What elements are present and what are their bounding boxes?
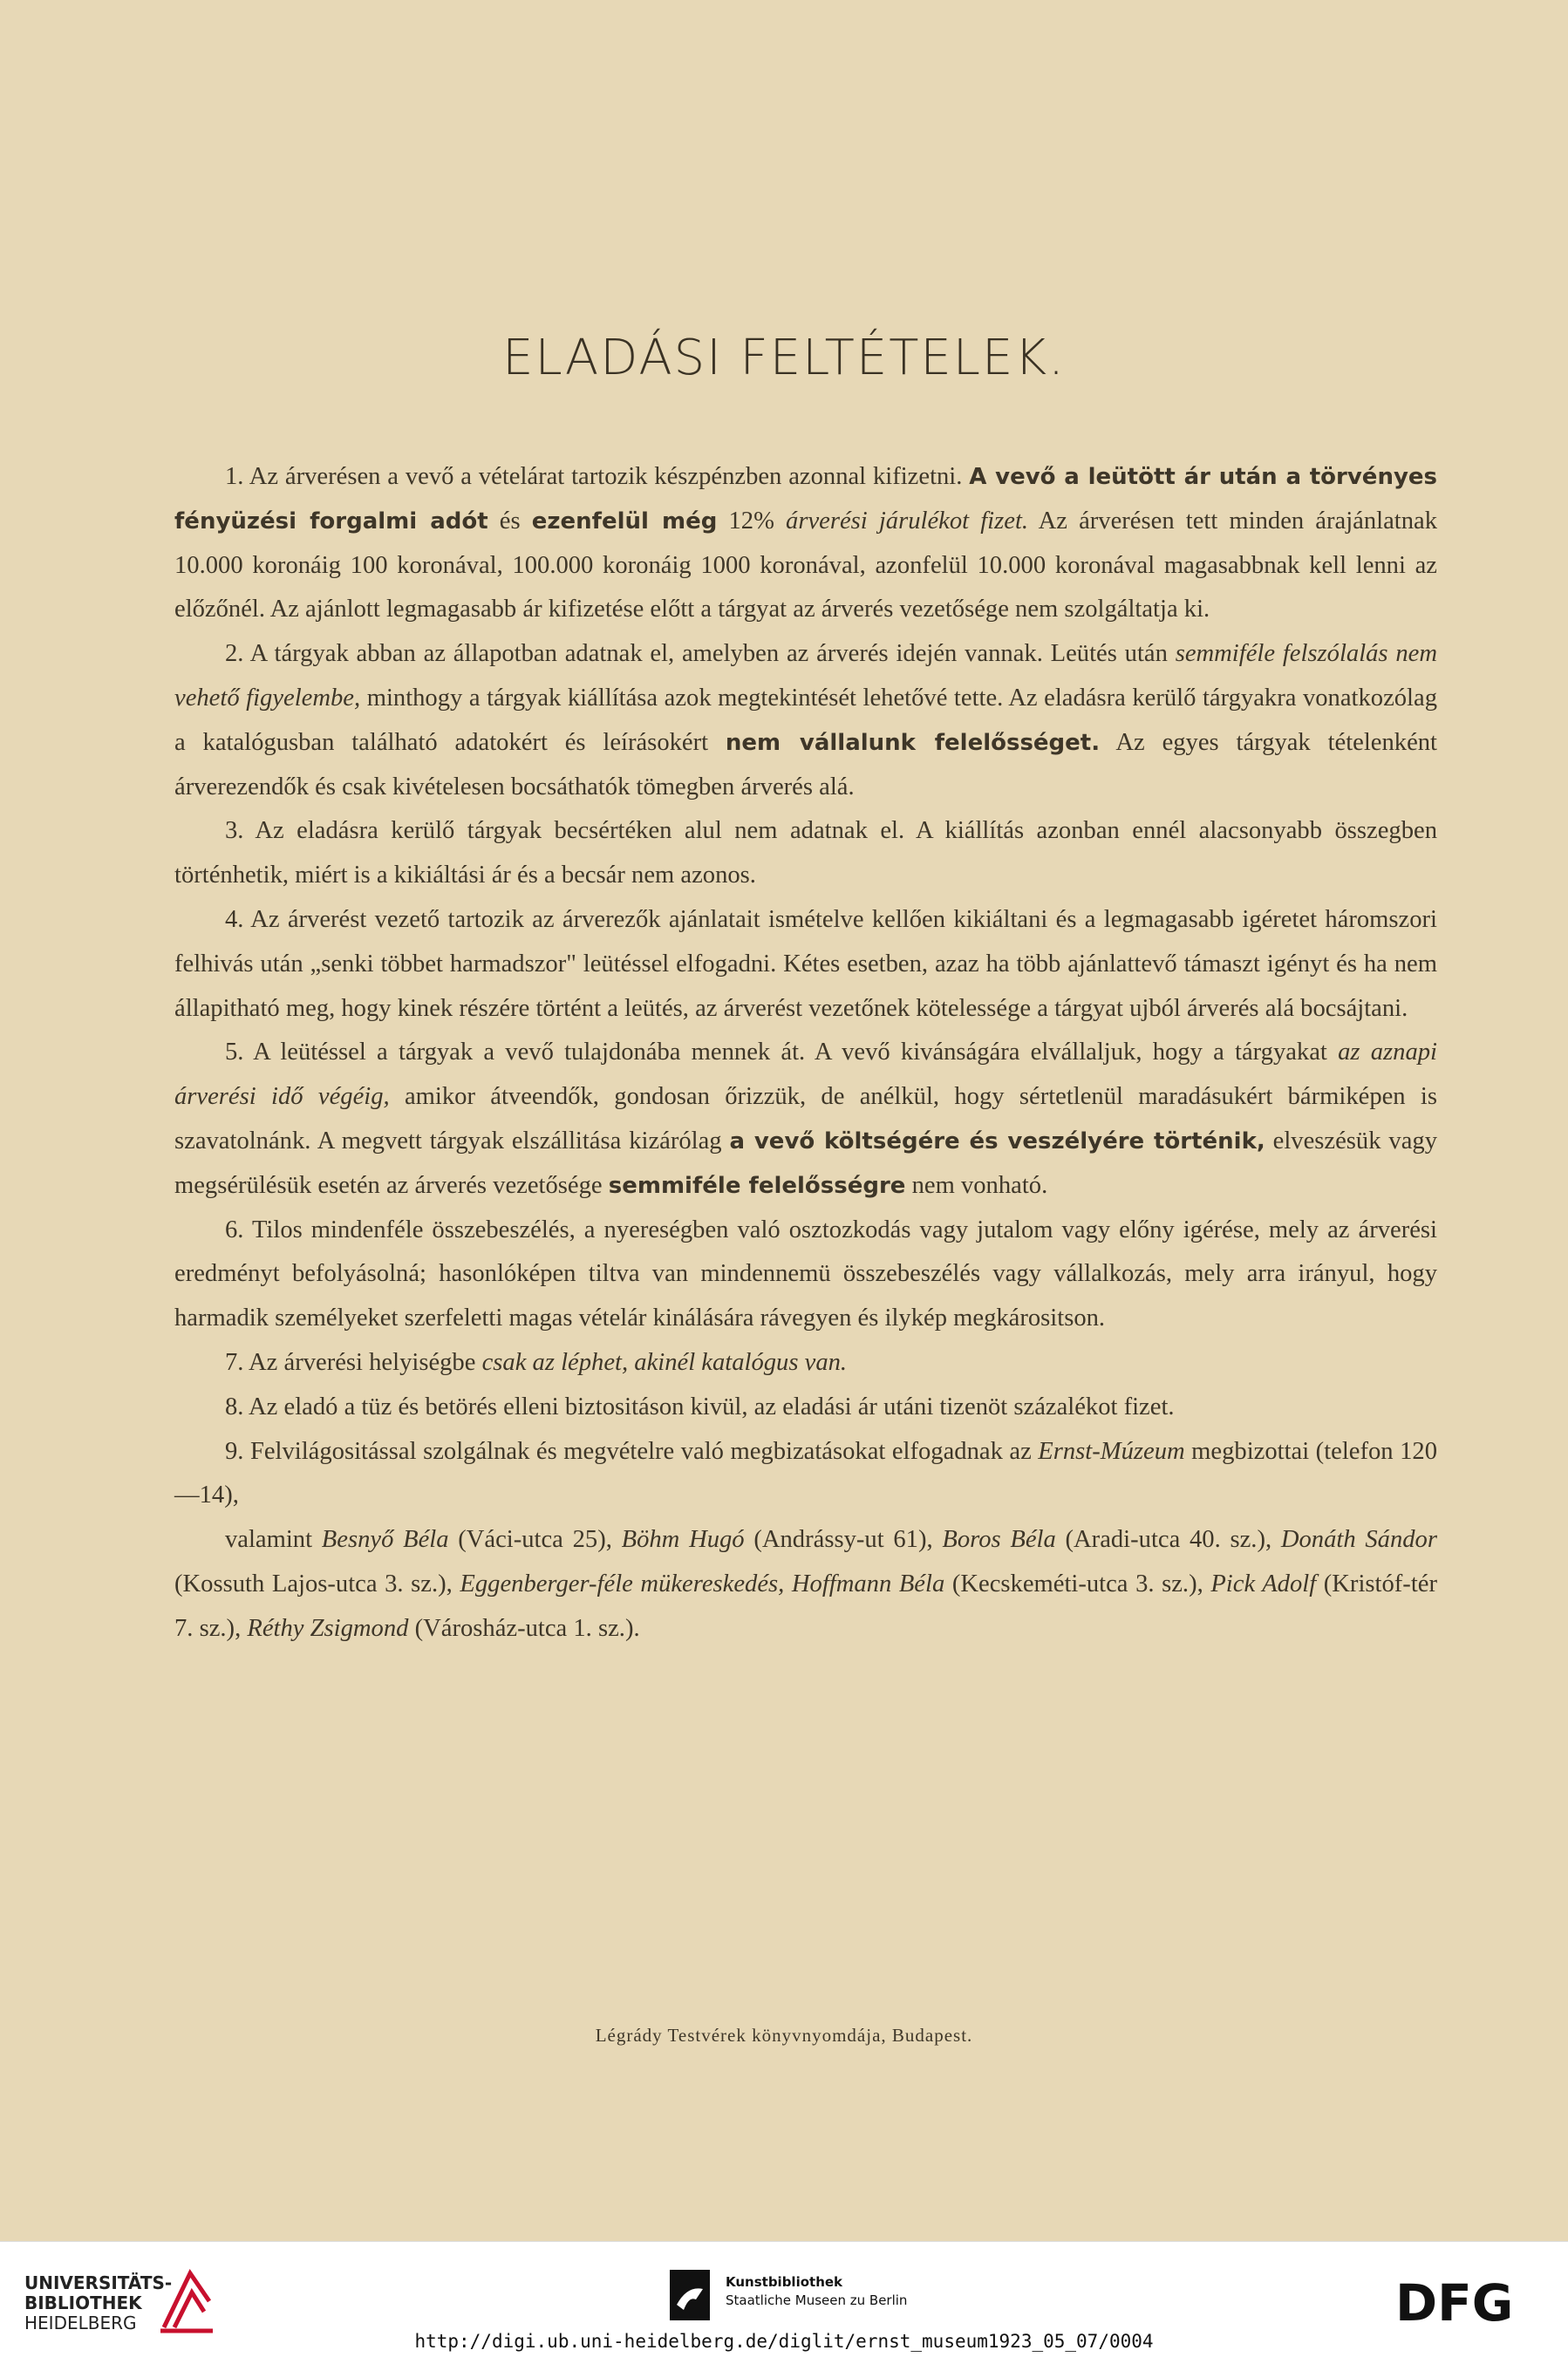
term-9: 9. Felvilágositással szolgálnak és megvételre való megbizatásokat elfogadnak az Ernst-Múzeum megbizottai (telefon 120—14), [174,1437,1437,1509]
viewer-footer [0,2241,1568,2357]
heidelberg-library-logo[interactable]: UNIVERSITÄTS- BIBLIOTHEK HEIDELBERG [24,2272,173,2333]
terms-body [174,455,1437,1652]
term-5: 5. A leütéssel a tárgyak a vevő tulajdonába mennek át. A vevő kivánságára elvállaljuk, hogy a tárgyakat az aznapi árverési idő végéig, amikor átveendők, gondosan őrizzük, de anélkül, hogy sértetlenül maradásukért bármiképen is szavatolnánk. A megvett tárgyak elszállitása kizárólag a vevő költségére és veszélyére történik, elveszésük vagy megsérülésük esetén az árverés vezetősége semmiféle felelősségre nem vonható. [174,1039,1438,1199]
term-8: 8. Az eladó a tüz és betörés elleni biztositáson kivül, az eladási ár utáni tizenöt százalékot fizet. [225,1393,1175,1420]
heidelberg-mark-icon [155,2266,216,2334]
page-url[interactable]: http://digi.ub.uni-heidelberg.de/diglit/ernst_museum1923_05_07/0004 [414,2331,1154,2352]
page-title: ELADÁSI FELTÉTELEK. [502,330,1066,386]
term-6: 6. Tilos mindenféle összebeszélés, a nyereségben való osztozkodás vagy jutalom vagy előny igérése, mely az árverési eredményt befolyásolná; hasonlóképen tiltva van mindennemü összebeszélés vagy vállalkozás, mely arra irányul, hogy harmadik személyeket szerfeletti magas vételár kinálására rávegyen és ilykép megkárositson. [174,1216,1437,1332]
term-3: 3. Az eladásra kerülő tárgyak becsértéken alul nem adatnak el. A kiállítás azonban ennél alacsonyabb összegben történhetik, miért is a kikiáltási ár és a becsár nem azonos. [174,817,1437,889]
dfg-logo-text: DFG [1395,2277,1514,2326]
kunstbibliothek-mark-icon[interactable] [670,2270,710,2320]
term-1: 1. Az árverésen a vevő a vételárat tartozik készpénzben azonnal kifizetni. A vevő a leütött ár után a törvényes fényüzési forgalmi adót és ezenfelül még 12% árverési járulékot fizet. Az árverésen tett minden árajánlatnak 10.000 koronáig 100 koronával, 100.000 koronáig 1000 koronával, azonfelül 10.000 koronával magasabbnak kell lenni az előzőnél. Az ajánlott legmagasabb ár kifizetése előtt a tárgyat az árverés vezetősége nem szolgáltatja ki. [174,463,1438,623]
term-4: 4. Az árverést vezető tartozik az árverezők ajánlatait ismételve kellően kikiáltani és a legmagasabb igéretet háromszori felhivás után „senki többet harmadszor" leütéssel elfogadni. Kétes esetben, azaz ha több ajánlattevő támaszt igényt és ha nem állapitható meg, hogy kinek részére történt a leütés, az árverést vezetőnek kötelessége a tárgyat ujból árverés alá bocsájtani. [174,905,1437,1022]
kunstbibliothek-label: Kunstbibliothek Staatliche Museen zu Berlin [726,2274,908,2308]
term-2: 2. A tárgyak abban az állapotban adatnak el, amelyben az árverés idején vannak. Leütés után semmiféle felszólalás nem vehető figyelembe, minthogy a tárgyak kiállítása azok megtekintését lehetővé tette. Az eladásra kerülő tárgyakra vonatkozólag a katalógusban található adatokért és leírásokért nem vállalunk felelősséget. Az egyes tárgyak tételenként árverezendők és csak kivételesen bocsáthatók tömegben árverés alá. [174,640,1438,800]
term-7: 7. Az árverési helyiségbe csak az léphet, akinél katalógus van. [225,1348,848,1376]
printer-imprint: Légrády Testvérek könyvnyomdája, Budapest. [595,2025,973,2046]
dfg-logo[interactable] [1395,2277,1544,2326]
term-9-contacts: valamint Besnyő Béla (Váci-utca 25), Böhm Hugó (Andrássy-ut 61), Boros Béla (Aradi-utca 40. sz.), Donáth Sándor (Kossuth Lajos-utca 3. sz.), Eggenberger-féle mükereskedés, Hoffmann Béla (Kecskeméti-utca 3. sz.), Pick Adolf (Kristóf-tér 7. sz.), Réthy Zsigmond (Városház-utca 1. sz.). [174,1526,1437,1642]
